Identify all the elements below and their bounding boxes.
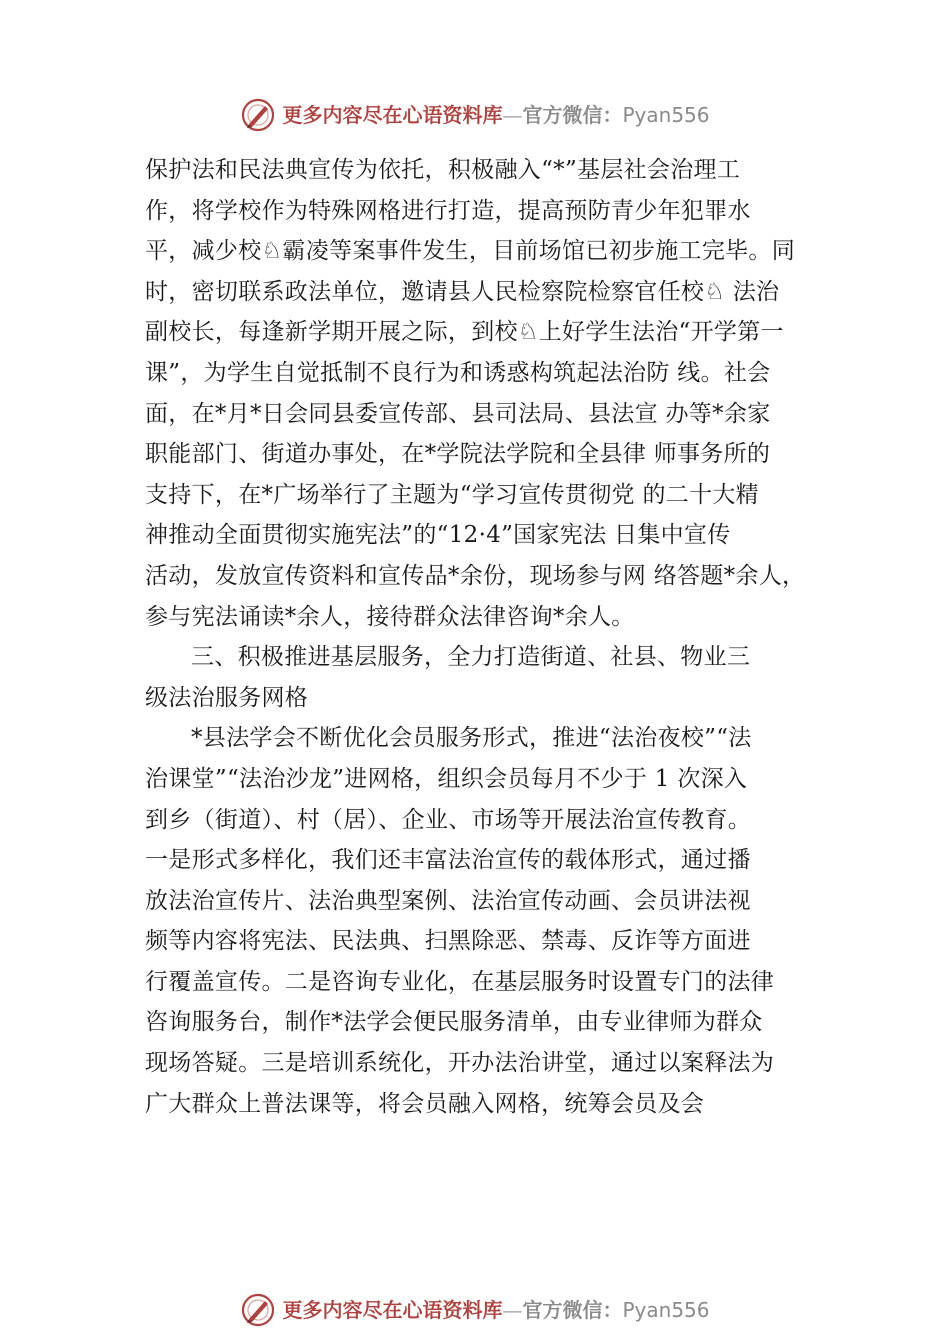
text-line: 面，在*月*日会同县委宣传部、县司法局、县法宣 办等*余家 [145, 400, 771, 427]
text-line: 频等内容将宪法、民法典、扫黑除恶、禁毒、反诈等方面进 [145, 928, 751, 955]
text-line: 咨询服务台，制作*法学会便民服务清单，由专业律师为群众 [145, 1009, 763, 1036]
footer-banner-text: 更多内容尽在心语资料库—官方微信：Pyan556 [282, 1298, 710, 1322]
header-banner-text: 更多内容尽在心语资料库—官方微信：Pyan556 [282, 103, 710, 127]
text-line: 治课堂”“法治沙龙”进网格，组织会员每月不少于 1 次深入 [145, 765, 748, 792]
text-line: 行覆盖宣传。二是咨询专业化，在基层服务时设置专门的法律 [145, 968, 775, 995]
section-heading-line: 三、积极推进基层服务，全力打造街道、社县、物业三 [191, 644, 751, 671]
pen-circle-logo-icon [240, 1292, 276, 1328]
text-line: *县法学会不断优化会员服务形式，推进“法治夜校”“法 [191, 725, 752, 752]
text-line: 到乡（街道）、村（居）、企业、市场等开展法治宣传教育。 [145, 806, 752, 833]
header-banner [0, 95, 950, 135]
document-body [145, 150, 845, 1124]
text-line: 职能部门、街道办事处，在*学院法学院和全县律 师事务所的 [145, 441, 771, 468]
text-line: 放法治宣传片、法治典型案例、法治宣传动画、会员讲法视 [145, 887, 751, 914]
text-line: 现场答疑。三是培训系统化，开办法治讲堂，通过以案释法为 [145, 1050, 775, 1077]
text-line: 一是形式多样化，我们还丰富法治宣传的载体形式，通过播 [145, 847, 751, 874]
footer-banner [0, 1290, 950, 1330]
text-line: 时，密切联系政法单位，邀请县人民检察院检察官任校♘ 法治 [145, 278, 780, 305]
text-line: 保护法和民法典宣传为依托，积极融入“*”基层社会治理工 [145, 157, 741, 183]
pen-circle-logo-icon [240, 97, 276, 133]
text-line: 支持下，在*广场举行了主题为“学习宣传贯彻党 的二十大精 [145, 481, 759, 508]
text-line: 活动，发放宣传资料和宣传品*余份，现场参与网 络答题*余人， [145, 562, 806, 589]
text-line: 广大群众上普法课等，将会员融入网格，统筹会员及会 [145, 1090, 705, 1117]
section-heading-line: 级法治服务网格 [145, 684, 309, 711]
text-line: 神推动全面贯彻实施宪法”的“12·4”国家宪法 日集中宣传 [145, 522, 731, 549]
text-line: 作，将学校作为特殊网格进行打造，提高预防青少年犯罪水 [145, 197, 751, 224]
text-line: 副校长，每逢新学期开展之际，到校♘上好学生法治“开学第一 [145, 319, 784, 346]
text-line: 平，减少校♘霸凌等案事件发生，目前场馆已初步施工完毕。同 [145, 238, 796, 265]
text-line: 参与宪法诵读*余人，接待群众法律咨询*余人。 [145, 603, 635, 630]
text-line: 课”，为学生自觉抵制不良行为和诱惑构筑起法治防 线。社会 [145, 359, 771, 386]
